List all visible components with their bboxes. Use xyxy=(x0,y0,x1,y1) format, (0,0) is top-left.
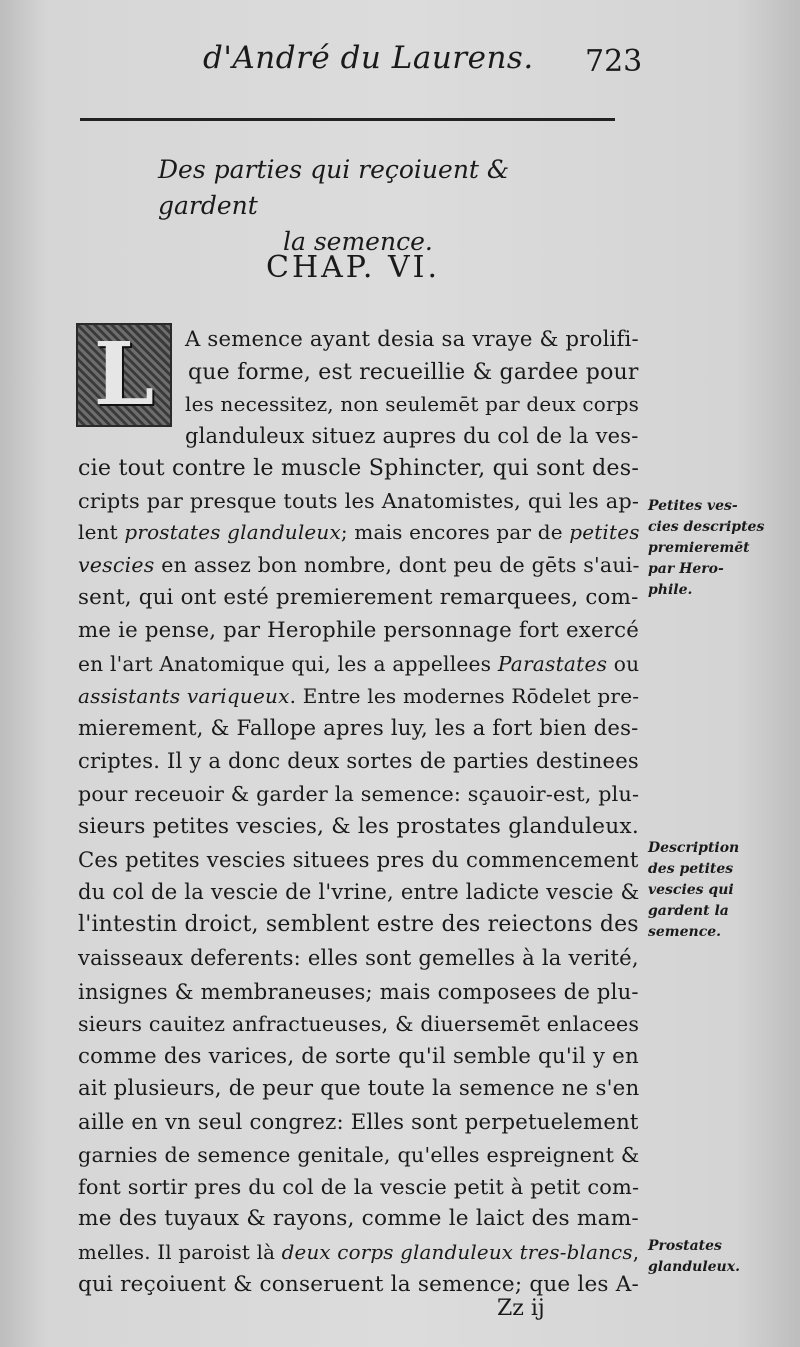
text-run: . Entre les modernes Rōdelet pre- xyxy=(289,684,640,708)
marginal-note-line: par Hero- xyxy=(648,561,724,577)
text-run: pour receuoir & garder la semence: sçauoir-est, plu- xyxy=(78,782,640,806)
marginal-note-line: Prostates xyxy=(648,1238,722,1254)
text-run: lent xyxy=(78,520,125,544)
text-run: en l'art Anatomique qui, les a appellees xyxy=(78,652,498,676)
marginal-note-line: glanduleux. xyxy=(648,1259,740,1275)
running-title: d'André du Laurens. xyxy=(203,40,534,76)
text-line xyxy=(78,451,639,485)
italic-term: prostates glanduleux xyxy=(124,520,341,544)
text-run: insignes & membraneuses; mais composees de plu- xyxy=(78,979,639,1004)
text-line xyxy=(78,1138,640,1172)
text-line xyxy=(78,975,639,1009)
page-number: 723 xyxy=(585,44,643,79)
marginal-note-line: premieremēt xyxy=(648,540,750,556)
text-line xyxy=(78,548,640,582)
text-run: me des tuyaux & rayons, comme le laict des mam- xyxy=(78,1206,639,1231)
text-run: les necessitez, non seulemēt par deux corps xyxy=(185,392,640,416)
marginal-note xyxy=(648,838,739,943)
text-run: comme des varices, de sorte qu'il semble qu'il y en xyxy=(78,1044,639,1069)
text-run: cie tout contre le muscle Sphincter, qui sont des- xyxy=(78,455,640,481)
text-run: A semence ayant desia sa vraye & prolifi- xyxy=(185,326,639,351)
section-title-line-2: la semence. xyxy=(283,227,433,256)
text-run: garnies de semence genitale, qu'elles espreignent & xyxy=(78,1143,640,1167)
text-line xyxy=(185,387,639,421)
chapter-heading: CHAP. VI. xyxy=(266,250,441,285)
text-line xyxy=(78,1007,639,1041)
text-run: cripts par presque touts les Anatomistes, qui les ap- xyxy=(78,489,640,513)
header-rule xyxy=(80,118,615,121)
marginal-note xyxy=(648,1236,740,1278)
text-line xyxy=(78,1105,639,1139)
section-title xyxy=(150,152,610,260)
italic-term: petites xyxy=(569,520,640,544)
text-line xyxy=(78,614,639,648)
marginal-note-line: cies descriptes xyxy=(648,519,765,535)
text-line xyxy=(78,843,639,877)
italic-term: Parastates xyxy=(497,652,608,676)
text-line xyxy=(78,875,640,909)
signature-mark: Zz ij xyxy=(497,1296,545,1321)
text-line xyxy=(78,1170,639,1204)
text-line xyxy=(78,1236,639,1270)
marginal-note-line: des petites xyxy=(648,861,734,877)
marginal-note xyxy=(648,496,764,601)
text-run: ait plusieurs, de peur que toute la semence ne s'en xyxy=(78,1076,640,1101)
text-line xyxy=(78,941,639,975)
text-line xyxy=(78,777,639,811)
text-line xyxy=(78,1268,639,1302)
text-run: ; mais encores par de xyxy=(340,520,570,544)
text-run: sieurs petites vescies, & les prostates glanduleux. xyxy=(78,814,639,839)
text-line xyxy=(78,908,639,942)
text-line xyxy=(78,810,639,844)
text-line xyxy=(78,484,639,518)
marginal-note-line: Description xyxy=(648,840,740,856)
marginal-note-line: vescies qui xyxy=(648,882,734,898)
text-run: l'intestin droict, semblent estre des reiectons des xyxy=(78,912,639,937)
text-line xyxy=(78,1072,639,1106)
page-header xyxy=(0,40,800,90)
text-line xyxy=(78,581,639,615)
text-line xyxy=(78,711,639,745)
text-run: me ie pense, par Herophile personnage fort exercé xyxy=(78,618,640,643)
text-run: aille en vn seul congrez: Elles sont perpetuelement xyxy=(78,1109,639,1134)
marginal-note-line: phile. xyxy=(648,582,693,598)
section-title-line-1: Des parties qui reçoiuent & gardent xyxy=(158,155,510,220)
text-run: , xyxy=(632,1241,640,1264)
decorated-initial xyxy=(76,323,172,427)
text-line xyxy=(185,419,639,453)
text-run: criptes. Il y a donc deux sortes de parties destinees xyxy=(78,748,639,773)
text-run: glanduleux situez aupres du col de la ves- xyxy=(185,424,639,448)
text-run: sent, qui ont esté premierement remarquees, com- xyxy=(78,585,639,610)
italic-term: deux corps glanduleux tres-blancs xyxy=(281,1241,633,1264)
text-line xyxy=(185,322,639,356)
text-run: que forme, est recueillie & gardee pour xyxy=(188,360,639,385)
text-run: vaisseaux deferents: elles sont gemelles à la verité, xyxy=(78,945,639,970)
text-run: melles. Il paroist là xyxy=(78,1241,282,1264)
text-run: qui reçoiuent & conseruent la semence; que les A- xyxy=(78,1272,639,1297)
text-run: font sortir pres du col de la vescie petit à petit com- xyxy=(78,1175,640,1199)
text-line xyxy=(78,744,639,778)
text-line xyxy=(78,515,640,549)
drop-cap-letter: L xyxy=(93,324,155,425)
italic-term: vescies xyxy=(78,553,155,577)
text-run: mierement, & Fallope apres luy, les a fort bien des- xyxy=(78,715,639,740)
text-run: en assez bon nombre, dont peu de gēts s'aui- xyxy=(154,553,640,577)
text-run: sieurs cauitez anfractueuses, & diuersemēt enlacees xyxy=(78,1012,640,1036)
text-run: du col de la vescie de l'vrine, entre ladicte vescie & xyxy=(78,879,640,904)
marginal-note-line: semence. xyxy=(648,924,721,940)
text-line xyxy=(78,1040,639,1074)
text-run: ou xyxy=(607,652,640,676)
text-line xyxy=(78,679,639,713)
text-line xyxy=(78,647,639,681)
marginal-note-line: gardent la xyxy=(648,903,729,919)
text-line xyxy=(78,1202,639,1236)
text-line xyxy=(188,356,639,390)
marginal-note-line: Petites ves- xyxy=(648,498,738,514)
text-run: Ces petites vescies situees pres du commencement xyxy=(78,847,639,872)
italic-term: assistants variqueux xyxy=(78,684,290,708)
